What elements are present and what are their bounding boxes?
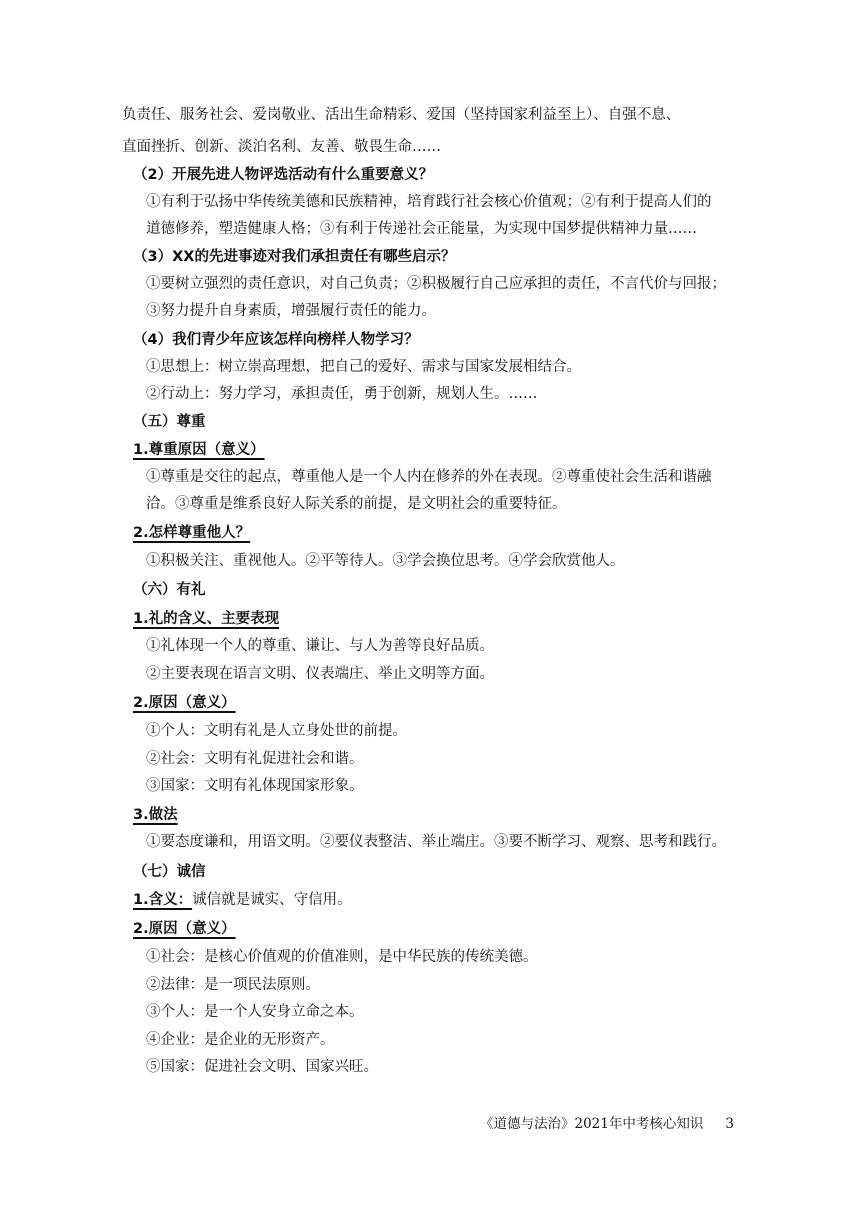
- text-line: ③努力提升自身素质，增强履行责任的能力。: [146, 303, 436, 319]
- footer-title: 《道德与法治》2021年中考核心知识: [480, 1116, 704, 1132]
- text-line: 道德修养，塑造健康人格；③有利于传递社会正能量，为实现中国梦提供精神力量……: [146, 221, 697, 237]
- text-line: ①要树立强烈的责任意识，对自己负责；②积极履行自己应承担的责任，不言代价与回报；: [146, 276, 726, 292]
- text-line: ②行动上：努力学习，承担责任，勇于创新，规划人生。……: [146, 386, 538, 402]
- subsection-title: 2.怎样尊重他人？: [133, 525, 251, 541]
- text-line: ①社会：是核心价值观的价值准则，是中华民族的传统美德。: [146, 949, 538, 965]
- question-heading: （4）我们青少年应该怎样向榜样人物学习？: [133, 332, 419, 348]
- text-line: ①礼体现一个人的尊重、谦让、与人为善等良好品质。: [146, 638, 494, 654]
- subsection-title: 3.做法: [133, 807, 178, 823]
- text-line: ②主要表现在语言文明、仪表端庄、举止文明等方面。: [146, 666, 494, 682]
- section-heading: （七）诚信: [133, 864, 206, 880]
- subsection-heading: [133, 805, 178, 825]
- text-line: ②社会：文明有礼促进社会和谐。: [146, 751, 364, 767]
- question-heading: （2）开展先进人物评选活动有什么重要意义？: [133, 167, 434, 183]
- subsection-title: 2.原因（意义）: [133, 921, 236, 937]
- page-footer: [480, 1112, 734, 1132]
- subsection-heading: [133, 440, 265, 460]
- text-line: ①积极关注、重视他人。②平等待人。③学会换位思考。④学会欣赏他人。: [146, 553, 625, 569]
- subsection-title: 2.原因（意义）: [133, 695, 236, 711]
- subsection-heading: [133, 919, 236, 939]
- text-line: ①思想上：树立崇高理想，把自己的爱好、需求与国家发展相结合。: [146, 359, 581, 375]
- page-number: 3: [725, 1116, 734, 1132]
- definition-text: 诚信就是诚实、守信用。: [192, 892, 352, 908]
- text-line: ⑤国家：促进社会文明、国家兴旺。: [146, 1059, 378, 1075]
- subsection-title: 1.礼的含义、主要表现: [133, 611, 280, 627]
- subsection-heading: [133, 609, 279, 629]
- text-line: 负责任、服务社会、爱岗敬业、活出生命精彩、爱国（坚持国家利益至上）、自强不息、: [122, 107, 681, 123]
- text-line: ③国家：文明有礼体现国家形象。: [146, 778, 364, 794]
- section-heading: （五）尊重: [133, 414, 206, 430]
- subsection-title: 1.含义：: [133, 892, 193, 908]
- section-heading: （六）有礼: [133, 582, 206, 598]
- subsection-title: 1.尊重原因（意义）: [133, 442, 265, 458]
- text-line: ①有利于弘扬中华传统美德和民族精神，培育践行社会核心价值观；②有利于提高人们的: [146, 194, 712, 210]
- text-line: 洽。③尊重是维系良好人际关系的前提，是文明社会的重要特征。: [146, 496, 567, 512]
- text-line: ①个人：文明有礼是人立身处世的前提。: [146, 723, 407, 739]
- text-line: ①要态度谦和，用语文明。②要仪表整洁、举止端庄。③要不断学习、观察、思考和践行。: [146, 834, 726, 850]
- text-line: ②法律：是一项民法原则。: [146, 977, 320, 993]
- subsection-heading: [133, 890, 352, 910]
- text-line: ④企业：是企业的无形资产。: [146, 1032, 335, 1048]
- text-line: 直面挫折、创新、淡泊名利、友善、敬畏生命……: [122, 139, 441, 155]
- question-heading: （3）XX的先进事迹对我们承担责任有哪些启示？: [133, 249, 456, 265]
- text-line: ③个人：是一个人安身立命之本。: [146, 1004, 364, 1020]
- text-line: ①尊重是交往的起点，尊重他人是一个人内在修养的外在表现。②尊重使社会生活和谐融: [146, 469, 712, 485]
- subsection-heading: [133, 693, 236, 713]
- subsection-heading: [133, 523, 250, 543]
